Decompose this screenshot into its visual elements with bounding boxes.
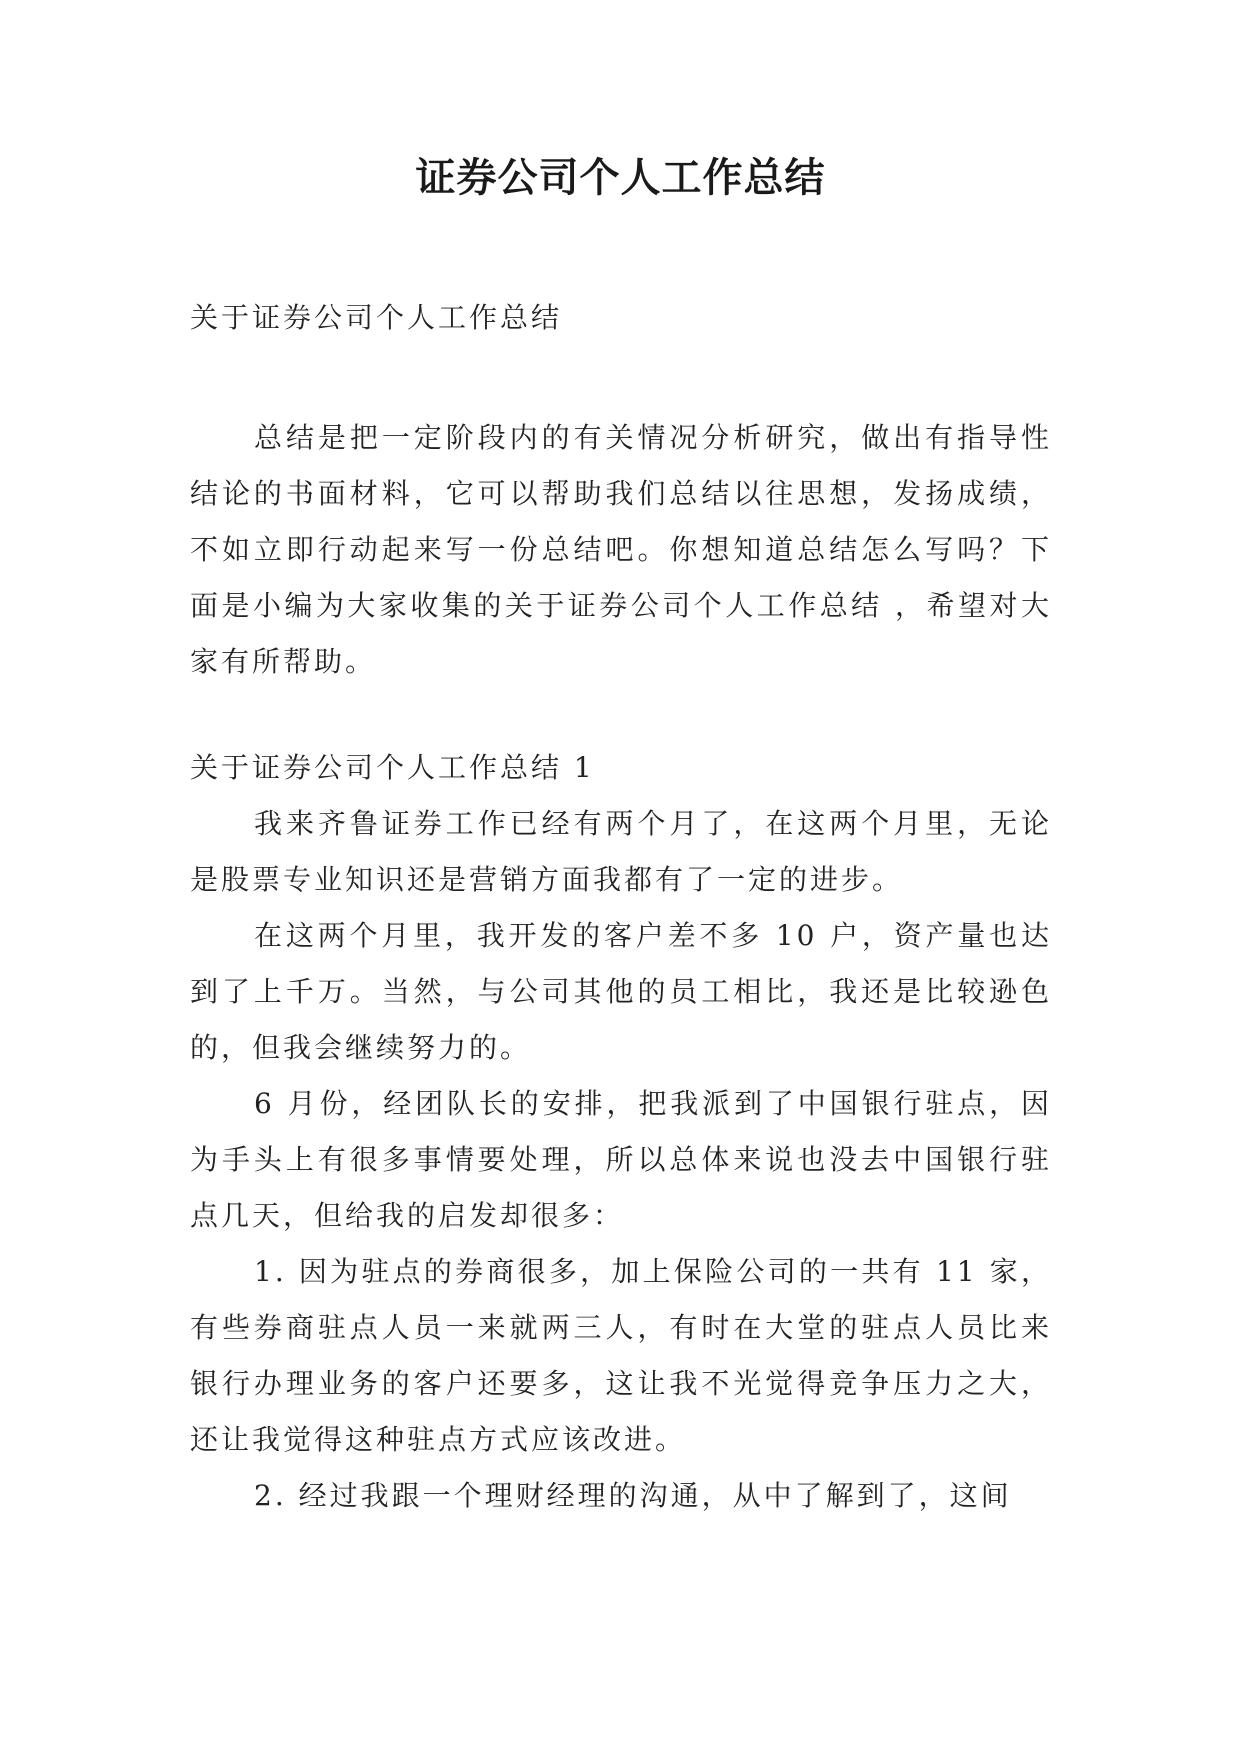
body-paragraph-1: 我来齐鲁证券工作已经有两个月了，在这两个月里，无论是股票专业知识还是营销方面我都有了一定的进步。 bbox=[190, 807, 1052, 896]
document-body bbox=[190, 290, 1052, 1524]
body-paragraph-2: 在这两个月里，我开发的客户差不多 10 户，资产量也达到了上千万。当然，与公司其他的员工相比，我还是比较逊色的，但我会继续努力的。 bbox=[190, 919, 1052, 1064]
intro-paragraph: 总结是把一定阶段内的有关情况分析研究，做出有指导性结论的书面材料，它可以帮助我们总结以往思想，发扬成绩，不如立即行动起来写一份总结吧。你想知道总结怎么写吗？下面是小编为大家收集的关于证券公司个人工作总结 ，希望对大家有所帮助。 bbox=[190, 421, 1052, 678]
body-paragraph-4: 1. 因为驻点的券商很多，加上保险公司的一共有 11 家，有些券商驻点人员一来就两三人，有时在大堂的驻点人员比来银行办理业务的客户还要多，这让我不光觉得竞争压力之大，还让我觉得这种驻点方式应该改进。 bbox=[190, 1255, 1052, 1456]
document-title: 证券公司个人工作总结 bbox=[415, 155, 826, 201]
body-paragraph-5: 2. 经过我跟一个理财经理的沟通，从中了解到了，这间 bbox=[254, 1479, 1012, 1512]
section-heading: 关于证券公司个人工作总结 1 bbox=[190, 751, 595, 784]
body-paragraph-3: 6 月份，经团队长的安排，把我派到了中国银行驻点，因为手头上有很多事情要处理，所以总体来说也没去中国银行驻点几天，但给我的启发却很多： bbox=[190, 1087, 1052, 1232]
document-subtitle: 关于证券公司个人工作总结 bbox=[190, 301, 563, 334]
